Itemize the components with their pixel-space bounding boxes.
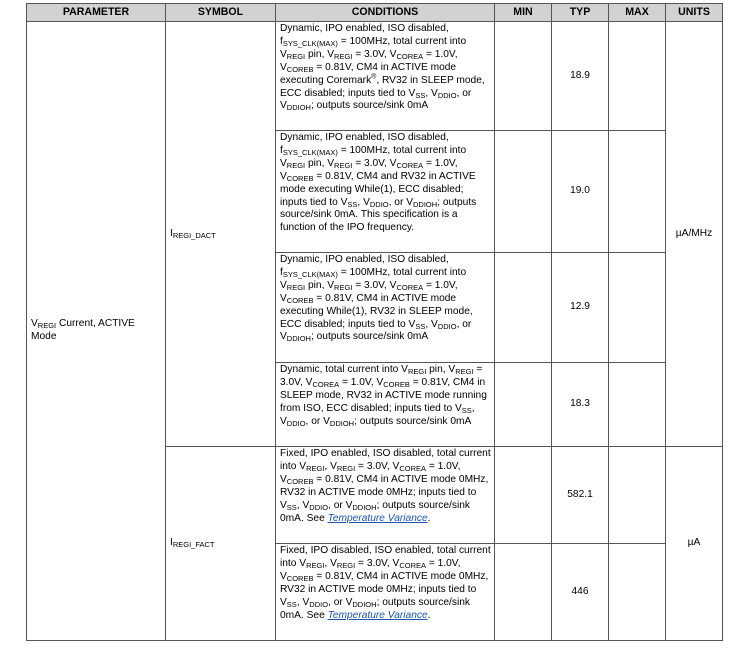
electrical-characteristics-table <box>26 3 723 641</box>
min-cell <box>495 253 552 363</box>
units-cell-dact: µA/MHz <box>666 22 723 447</box>
max-cell <box>609 544 666 641</box>
min-cell <box>495 22 552 131</box>
header-units: UNITS <box>666 4 723 22</box>
symbol-cell-dact: $I_{REGI\_DACT}$ <box>166 22 276 447</box>
units-cell-fact: µA <box>666 447 723 641</box>
parameter-cell: $V_{REGI}$ Current, ACTIVE Mode <box>27 22 166 641</box>
conditions-cell: Dynamic, total current into $V_{REGI}$ pin, $V_{REGI} = 3.0V$, $V_{COREA} = 1.0V$, $V_{COREB} = 0.81V$, CM4 in SLEEP mode, RV32 in ACTIVE mode running from ISO, ECC disabled; inputs tied to $V_{SS}$, $V_{DDIO}$, or $V_{DDIOH}$; outputs source/sink 0mA <box>276 363 495 447</box>
conditions-cell: Dynamic, IPO enabled, ISO disabled, $f_{SYS\_CLK(MAX)} = 100MHz$, total current into $V_{REGI}$ pin, $V_{REGI} = 3.0V$, $V_{COREA} = 1.0V$, $V_{COREB} = 0.81V$, CM4 in ACTIVE mode executing While(1), RV32 in SLEEP mode, ECC disabled; inputs tied to $V_{SS}$, $V_{DDIO}$, or $V_{DDIOH}$; outputs source/sink 0mA <box>276 253 495 363</box>
max-cell <box>609 253 666 363</box>
max-cell <box>609 363 666 447</box>
typ-cell: 446 <box>552 544 609 641</box>
conditions-cell: Dynamic, IPO enabled, ISO disabled, $f_{SYS\_CLK(MAX)} = 100MHz$, total current into $V_{REGI}$ pin, $V_{REGI} = 3.0V$, $V_{COREA} = 1.0V$, $V_{COREB} = 0.81V$, CM4 and RV32 in ACTIVE mode executing While(1), ECC disabled; inputs tied to $V_{SS}$, $V_{DDIO}$, or $V_{DDIOH}$; outputs source/sink 0mA. This specification is a function of the IPO frequency. <box>276 131 495 253</box>
header-conditions: CONDITIONS <box>276 4 495 22</box>
conditions-cell: Fixed, IPO enabled, ISO disabled, total current into $V_{REGI}$, $V_{REGI} = 3.0V$, $V_{COREA} = 1.0V$, $V_{COREB} = 0.81V$, CM4 in ACTIVE mode 0MHz, RV32 in ACTIVE mode 0MHz; inputs tied to $V_{SS}$, $V_{DDIO}$, or $V_{DDIOH}$; outputs source/sink 0mA. See Temperature Variance. <box>276 447 495 544</box>
typ-cell: 18.9 <box>552 22 609 131</box>
min-cell <box>495 544 552 641</box>
temperature-variance-link[interactable]: Temperature Variance <box>327 609 428 621</box>
temperature-variance-link[interactable]: Temperature Variance <box>327 512 428 524</box>
typ-cell: 12.9 <box>552 253 609 363</box>
header-symbol: SYMBOL <box>166 4 276 22</box>
typ-cell: 19.0 <box>552 131 609 253</box>
header-min: MIN <box>495 4 552 22</box>
typ-cell: 18.3 <box>552 363 609 447</box>
header-typ: TYP <box>552 4 609 22</box>
typ-cell: 582.1 <box>552 447 609 544</box>
max-cell <box>609 131 666 253</box>
table-row <box>27 22 723 131</box>
conditions-cell: Dynamic, IPO enabled, ISO disabled, $f_{SYS\_CLK(MAX)} = 100MHz$, total current into $V_{REGI}$ pin, $V_{REGI} = 3.0V$, $V_{COREA} = 1.0V$, $V_{COREB} = 0.81V$, CM4 in ACTIVE mode executing Coremark®, RV32 in SLEEP mode, ECC disabled; inputs tied to $V_{SS}$, $V_{DDIO}$, or $V_{DDIOH}$; outputs source/sink 0mA <box>276 22 495 131</box>
max-cell <box>609 447 666 544</box>
conditions-cell: Fixed, IPO disabled, ISO enabled, total current into $V_{REGI}$, $V_{REGI} = 3.0V$, $V_{COREA} = 1.0V$, $V_{COREB} = 0.81V$, CM4 in ACTIVE mode 0MHz, RV32 in ACTIVE mode 0MHz; inputs tied to $V_{SS}$, $V_{DDIO}$, or $V_{DDIOH}$; outputs source/sink 0mA. See Temperature Variance. <box>276 544 495 641</box>
header-parameter: PARAMETER <box>27 4 166 22</box>
min-cell <box>495 363 552 447</box>
symbol-cell-fact: $I_{REGI\_FACT}$ <box>166 447 276 641</box>
header-row <box>27 4 723 22</box>
max-cell <box>609 22 666 131</box>
min-cell <box>495 447 552 544</box>
min-cell <box>495 131 552 253</box>
header-max: MAX <box>609 4 666 22</box>
